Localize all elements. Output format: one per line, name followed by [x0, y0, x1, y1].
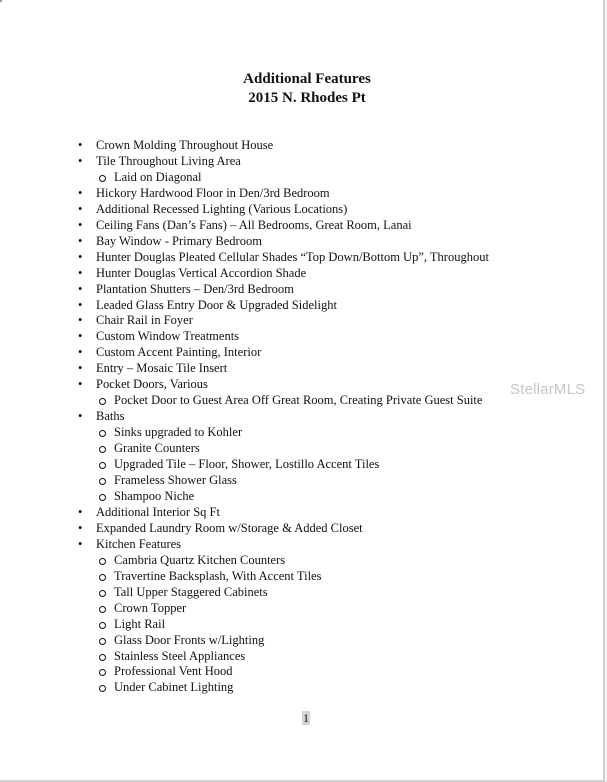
feature-label: Custom Window Treatments — [96, 329, 240, 344]
feature-item — [96, 505, 489, 521]
feature-label: Kitchen Features — [96, 536, 182, 551]
feature-item — [96, 361, 489, 377]
feature-label: Pocket Doors, Various — [96, 377, 208, 392]
feature-label: Additional Recessed Lighting (Various Locations) — [96, 201, 348, 216]
feature-item — [96, 377, 489, 409]
sub-feature-item: Sinks upgraded to Kohler — [96, 425, 489, 441]
feature-label: Hunter Douglas Pleated Cellular Shades “Top Down/Bottom Up”, Throughout — [96, 249, 489, 264]
sub-feature-item: Glass Door Fronts w/Lighting — [96, 633, 489, 649]
feature-label: Expanded Laundry Room w/Storage & Added Closet — [96, 520, 363, 535]
sub-feature-item: Frameless Shower Glass — [96, 473, 489, 489]
feature-item — [96, 313, 489, 329]
feature-item — [96, 138, 489, 154]
sub-feature-list — [96, 425, 489, 505]
feature-label: Hunter Douglas Vertical Accordion Shade — [96, 265, 307, 280]
sub-feature-item: Crown Topper — [96, 601, 489, 617]
sub-feature-list — [96, 553, 489, 697]
feature-item — [96, 329, 489, 345]
sub-feature-item: Travertine Backsplash, With Accent Tiles — [96, 569, 489, 585]
sub-feature-item: Shampoo Niche — [96, 489, 489, 505]
property-address: 2015 N. Rhodes Pt — [248, 90, 366, 106]
sub-feature-item: Stainless Steel Appliances — [96, 649, 489, 665]
feature-item — [96, 154, 489, 186]
feature-label: Crown Molding Throughout House — [96, 138, 274, 152]
feature-item — [96, 266, 489, 282]
feature-label: Ceiling Fans (Dan’s Fans) – All Bedrooms, Great Room, Lanai — [96, 217, 412, 232]
feature-item — [96, 521, 489, 537]
feature-label: Entry – Mosaic Tile Insert — [96, 361, 228, 376]
feature-item — [96, 282, 489, 298]
sub-feature-item: Granite Counters — [96, 441, 489, 457]
feature-label: Tile Throughout Living Area — [96, 153, 241, 168]
feature-item — [96, 186, 489, 202]
feature-item — [96, 537, 489, 697]
feature-item — [96, 409, 489, 505]
sub-feature-item: Pocket Door to Guest Area Off Great Room, Creating Private Guest Suite — [96, 393, 489, 409]
page-corner-mark — [0, 0, 2, 2]
sub-feature-item: Under Cabinet Lighting — [96, 680, 489, 696]
sub-feature-item: Upgraded Tile – Floor, Shower, Lostillo Accent Tiles — [96, 457, 489, 473]
sub-feature-item: Professional Vent Hood — [96, 664, 489, 680]
sub-feature-list — [96, 170, 489, 186]
document-title: Additional Features — [243, 71, 371, 87]
feature-label: Custom Accent Painting, Interior — [96, 345, 262, 360]
feature-item — [96, 234, 489, 250]
feature-label: Leaded Glass Entry Door & Upgraded Sidelight — [96, 297, 337, 312]
sub-feature-item: Cambria Quartz Kitchen Counters — [96, 553, 489, 569]
feature-item — [96, 250, 489, 266]
feature-label: Bay Window - Primary Bedroom — [96, 233, 262, 248]
sub-feature-item: Light Rail — [96, 617, 489, 633]
feature-label: Additional Interior Sq Ft — [96, 504, 220, 519]
page-number: 1 — [303, 711, 309, 725]
feature-label: Chair Rail in Foyer — [96, 313, 193, 328]
feature-label: Plantation Shutters – Den/3rd Bedroom — [96, 281, 294, 296]
feature-item — [96, 202, 489, 218]
feature-label: Hickory Hardwood Floor in Den/3rd Bedroom — [96, 185, 330, 200]
sub-feature-item: Tall Upper Staggered Cabinets — [96, 585, 489, 601]
watermark: StellarMLS — [510, 381, 586, 398]
sub-feature-list — [96, 393, 489, 409]
feature-item — [96, 345, 489, 361]
sub-feature-item: Laid on Diagonal — [96, 170, 489, 186]
feature-label: Baths — [96, 409, 125, 424]
features-list — [96, 138, 489, 696]
feature-item — [96, 298, 489, 314]
feature-item — [96, 218, 489, 234]
